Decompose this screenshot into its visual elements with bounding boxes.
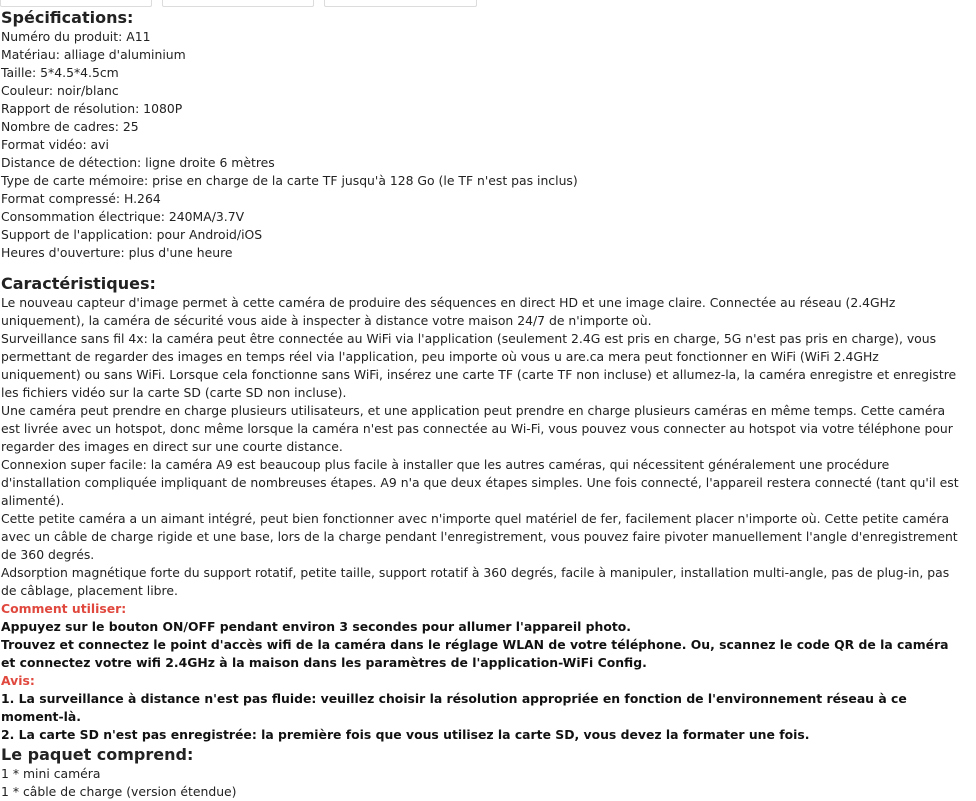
notice-label: Avis:	[1, 673, 35, 688]
spec-item: Numéro du produit: A11	[1, 29, 151, 44]
tab-box[interactable]	[324, 0, 477, 7]
spec-item: Couleur: noir/blanc	[1, 83, 119, 98]
how-to-use-label: Comment utiliser:	[1, 601, 127, 616]
spec-item: Support de l'application: pour Android/iOS	[1, 227, 263, 242]
package-list	[1, 765, 961, 801]
spec-item: Format vidéo: avi	[1, 137, 109, 152]
how-to-use-step: Appuyez sur le bouton ON/OFF pendant environ 3 secondes pour allumer l'appareil photo.	[1, 619, 631, 634]
specifications-heading: Spécifications:	[1, 8, 134, 27]
spec-item: Taille: 5*4.5*4.5cm	[1, 65, 119, 80]
specifications-list	[1, 28, 961, 262]
features-heading: Caractéristiques:	[1, 274, 156, 293]
spec-item: Format compressé: H.264	[1, 191, 161, 206]
spec-item: Type de carte mémoire: prise en charge de la carte TF jusqu'à 128 Go (le TF n'est pas inclus)	[1, 173, 578, 188]
tab-box[interactable]	[162, 0, 314, 7]
feature-paragraph: Adsorption magnétique forte du support rotatif, petite taille, support rotatif à 360 degrés, facile à manipuler, installation multi-angle, pas de plug-in, pas de câblage, placement libre.	[1, 565, 950, 598]
feature-paragraph: Cette petite caméra a un aimant intégré, peut bien fonctionner avec n'importe quel matériel de fer, facilement placer n'importe où. Cette petite caméra avec un câble de charge rigide et une base, lors de la charge pendant l'enregistrement, vous pouvez faire pivoter manuellement l'angle d'enregistrement de 360 degrés.	[1, 511, 958, 562]
spec-item: Heures d'ouverture: plus d'une heure	[1, 245, 233, 260]
package-item: 1 * mini caméra	[1, 766, 101, 781]
how-to-use-step: Trouvez et connectez le point d'accès wifi de la caméra dans le réglage WLAN de votre téléphone. Ou, scannez le code QR de la caméra et connectez votre wifi 2.4GHz à la maison dans les paramètres de l'application-WiFi Config.	[1, 637, 949, 670]
feature-paragraph: Le nouveau capteur d'image permet à cette caméra de produire des séquences en direct HD et une image claire. Connectée au réseau (2.4GHz uniquement), la caméra de sécurité vous aide à inspecter à distance votre maison 24/7 de n'importe où.	[1, 295, 896, 328]
package-heading: Le paquet comprend:	[1, 745, 194, 764]
feature-paragraph: Surveillance sans fil 4x: la caméra peut être connectée au WiFi via l'application (seulement 2.4G est pris en charge, 5G n'est pas pris en charge), vous permettant de regarder des images en temps réel via l'application, peu importe où vous u are.ca mera peut fonctionner en WiFi (WiFi 2.4GHz uniquement) ou sans WiFi. Lorsque cela fonctionne sans WiFi, insérez une carte TF (carte TF non incluse) et allumez-la, la caméra enregistre et enregistre les fichiers vidéo sur la carte SD (carte SD non incluse).	[1, 331, 957, 400]
product-description	[1, 8, 961, 801]
spec-item: Matériau: alliage d'aluminium	[1, 47, 186, 62]
spec-item: Rapport de résolution: 1080P	[1, 101, 183, 116]
tab-box[interactable]	[0, 0, 152, 7]
package-item: 1 * câble de charge (version étendue)	[1, 784, 237, 799]
notice-item: 2. La carte SD n'est pas enregistrée: la première fois que vous utilisez la carte SD, vous devez la formater une fois.	[1, 727, 810, 742]
spec-item: Distance de détection: ligne droite 6 mètres	[1, 155, 275, 170]
feature-paragraph: Une caméra peut prendre en charge plusieurs utilisateurs, et une application peut prendre en charge plusieurs caméras en même temps. Cette caméra est livrée avec un hotspot, donc même lorsque la caméra n'est pas connectée au Wi-Fi, vous pouvez vous connecter au hotspot via votre téléphone pour regarder des images en direct sur une courte distance.	[1, 403, 953, 454]
spec-item: Consommation électrique: 240MA/3.7V	[1, 209, 245, 224]
spec-item: Nombre de cadres: 25	[1, 119, 139, 134]
notice-item: 1. La surveillance à distance n'est pas fluide: veuillez choisir la résolution appropriée en fonction de l'environnement réseau à ce moment-là.	[1, 691, 907, 724]
feature-paragraph: Connexion super facile: la caméra A9 est beaucoup plus facile à installer que les autres caméras, qui nécessitent généralement une procédure d'installation compliquée impliquant de nombreuses étapes. A9 n'a que deux étapes simples. Une fois connecté, l'appareil restera connecté (tant qu'il est alimenté).	[1, 457, 959, 508]
